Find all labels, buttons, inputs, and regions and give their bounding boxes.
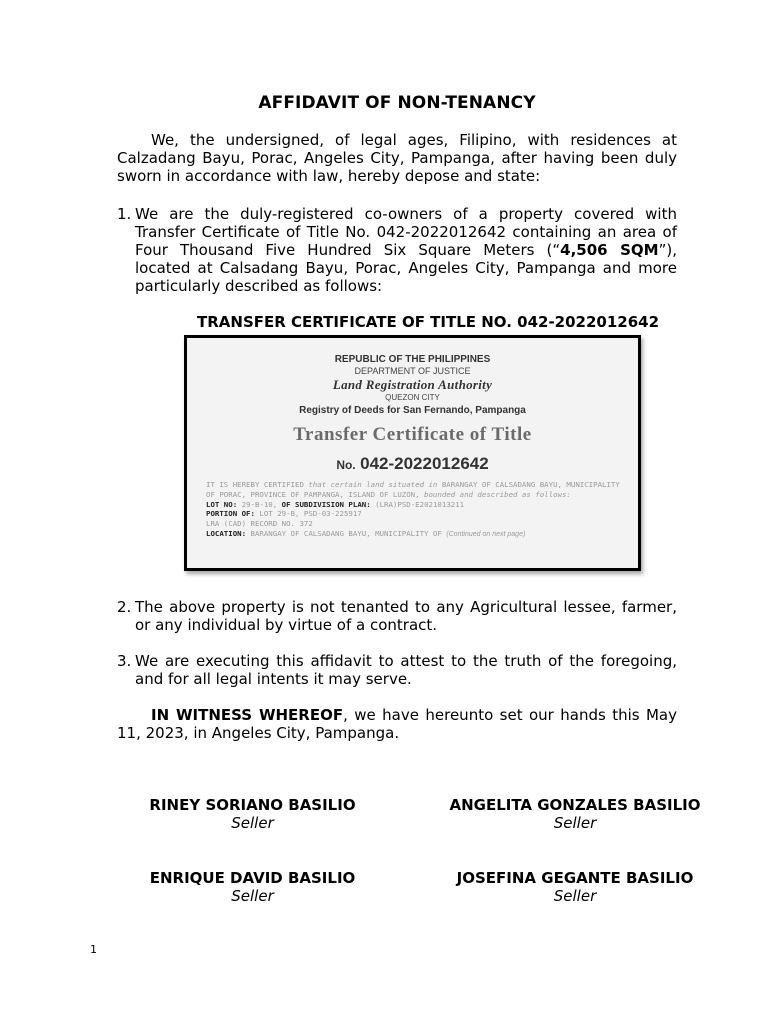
signatory-name: RINEY SORIANO BASILIO <box>149 796 356 814</box>
tct-registry: Registry of Deeds for San Fernando, Pampanga <box>299 405 526 416</box>
list-item-text: We are executing this affidavit to attest to the truth of the foregoing, and for all legal intents it may serve. <box>135 652 677 688</box>
tct-republic: REPUBLIC OF THE PHILIPPINES <box>334 354 491 365</box>
list-item-number: 1. <box>117 205 132 223</box>
tct-department: DEPARTMENT OF JUSTICE <box>354 366 471 376</box>
tct-number: No. 042-2022012642 <box>336 454 489 473</box>
signature-block <box>100 869 405 905</box>
signatory-name: JOSEFINA GEGANTE BASILIO <box>456 869 694 887</box>
signatory-name: ANGELITA GONZALES BASILIO <box>449 796 701 814</box>
list-item-text: We are the duly-registered co-owners of a property covered with Transfer Certificate of Title No. 042-2022012642 containing an area of Four Thousand Five Hundred Six Square Meters (“4,506 SQM”), located at Calsadang Bayu, Porac, Angeles City, Pampanga and more particularly described as follows: <box>135 205 677 295</box>
list-item-text: The above property is not tenanted to any Agricultural lessee, farmer, or any individual by virtue of a contract. <box>135 598 677 634</box>
list-item-number: 3. <box>117 652 132 670</box>
list-item <box>117 205 677 295</box>
intro-paragraph: We, the undersigned, of legal ages, Filipino, with residences at Calzadang Bayu, Porac, Angeles City, Pampanga, after having been duly sworn in accordance with law, hereby depose and state: <box>117 131 677 185</box>
signature-block <box>100 796 405 832</box>
list-item <box>117 652 677 688</box>
signature-block <box>415 869 735 905</box>
page-number: 1 <box>90 943 97 956</box>
tct-image <box>184 335 641 571</box>
area-bold-text: 4,506 SQM <box>560 241 659 259</box>
witness-paragraph: IN WITNESS WHEREOF, we have hereunto set our hands this May 11, 2023, in Angeles City, Pampanga. <box>117 706 677 742</box>
list-item-number: 2. <box>117 598 132 616</box>
document-title: AFFIDAVIT OF NON-TENANCY <box>258 93 536 113</box>
tct-certificate-title: Transfer Certificate of Title <box>293 424 532 445</box>
signatory-role: Seller <box>231 887 274 905</box>
tct-heading: TRANSFER CERTIFICATE OF TITLE NO. 042-2022012642 <box>197 313 660 331</box>
tct-city: QUEZON CITY <box>385 393 440 402</box>
signatory-name: ENRIQUE DAVID BASILIO <box>149 869 356 887</box>
signature-block <box>415 796 735 832</box>
list-item <box>117 598 677 634</box>
signatory-role: Seller <box>231 814 274 832</box>
tct-body-text: IT IS HEREBY CERTIFIED that certain land situated in BARANGAY OF CALSADANG BAYU, MUNICIPALITY OF PORAC, PROVINCE OF PAMPANGA, ISLAND OF LUZON, bounded and described as follows: LOT NO: 29-B-10, OF SUBDIVISION PLAN: (LRA)PSD-E2021013211 PORTION OF: LOT 29-B, PSD-03-225917 LRA (CAD) RECORD NO. 372 LOCATION: BARANGAY OF CALSADANG BAYU, MUNICIPALITY OF (Continued on next page) <box>206 480 620 538</box>
signatory-role: Seller <box>553 887 597 905</box>
tct-authority: Land Registration Authority <box>332 377 493 392</box>
signatory-role: Seller <box>553 814 597 832</box>
